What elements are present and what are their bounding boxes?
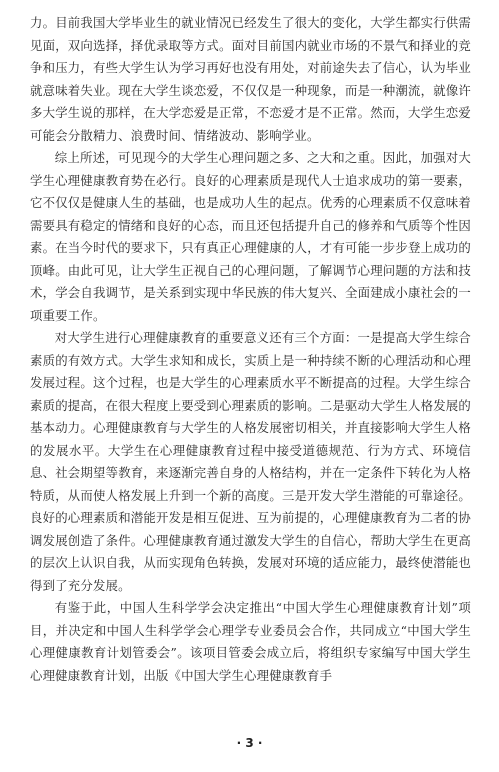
paragraph-4: 有鉴于此，中国人生科学学会决定推出“中国大学生心理健康教育计划”项目，并决定和中国人生科学学会心理学专业委员会合作，共同成立“中国大学生心理健康教育计划管委会”。该项目管委会成立后，将组织专家编写中国大学生心理健康教育计划，出版《中国大学生心理健康教育手 [30, 600, 471, 683]
paragraph-1: 力。目前我国大学毕业生的就业情况已经发生了很大的变化，大学生都实行供需见面，双向选择，择优录取等方式。面对目前国内就业市场的不景气和择业的竞争和压力，有些大学生认为学习再好也没有用处，对前途失去了信心，认为毕业就意味着失业。现在大学生谈恋爱，不仅仅是一种现象，而是一种潮流，就像许多大学生说的那样，在大学恋爱是正常，不恋爱才是不正常。然而，大学生恋爱可能会分散精力、浪费时间、情绪波动、影响学业。 [30, 15, 471, 143]
document-body [30, 12, 471, 687]
paragraph-2: 综上所述，可见现今的大学生心理问题之多、之大和之重。因此，加强对大学生心理健康教育势在必行。良好的心理素质是现代人士追求成功的第一要素，它不仅仅是健康人生的基础，也是成功人生的起点。优秀的心理素质不仅意味着需要具有稳定的情绪和良好的心态，而且还包括提升自己的修养和气质等个性因素。在当今时代的要求下，只有真正心理健康的人，才有可能一步步登上成功的顶峰。由此可见，让大学生正视自己的心理问题，了解调节心理问题的方法和技术，学会自我调节，是关系到实现中华民族的伟大复兴、全面建成小康社会的一项重要工作。 [30, 150, 471, 323]
paragraph-3: 对大学生进行心理健康教育的重要意义还有三个方面：一是提高大学生综合素质的有效方式。大学生求知和成长，实质上是一种持续不断的心理活动和心理发展过程。这个过程，也是大学生的心理素质水平不断提高的过程。大学生综合素质的提高，在很大程度上要受到心理素质的影响。二是驱动大学生人格发展的基本动力。心理健康教育与大学生的人格发展密切相关，并直接影响大学生人格的发展水平。大学生在心理健康教育过程中接受道德规范、行为方式、环境信息、社会期望等教育，来逐渐完善自身的人格结构，并在一定条件下转化为人格特质，从而使人格发展上升到一个新的高度。三是开发大学生潜能的可靠途径。良好的心理素质和潜能开发是相互促进、互为前提的，心理健康教育为二者的协调发展创造了条件。心理健康教育通过激发大学生的自信心，帮助大学生在更高的层次上认识自我，从而实现角色转换，发展对环境的适应能力，最终使潜能也得到了充分发展。 [30, 330, 471, 593]
page-number: · 3 · [236, 736, 263, 750]
